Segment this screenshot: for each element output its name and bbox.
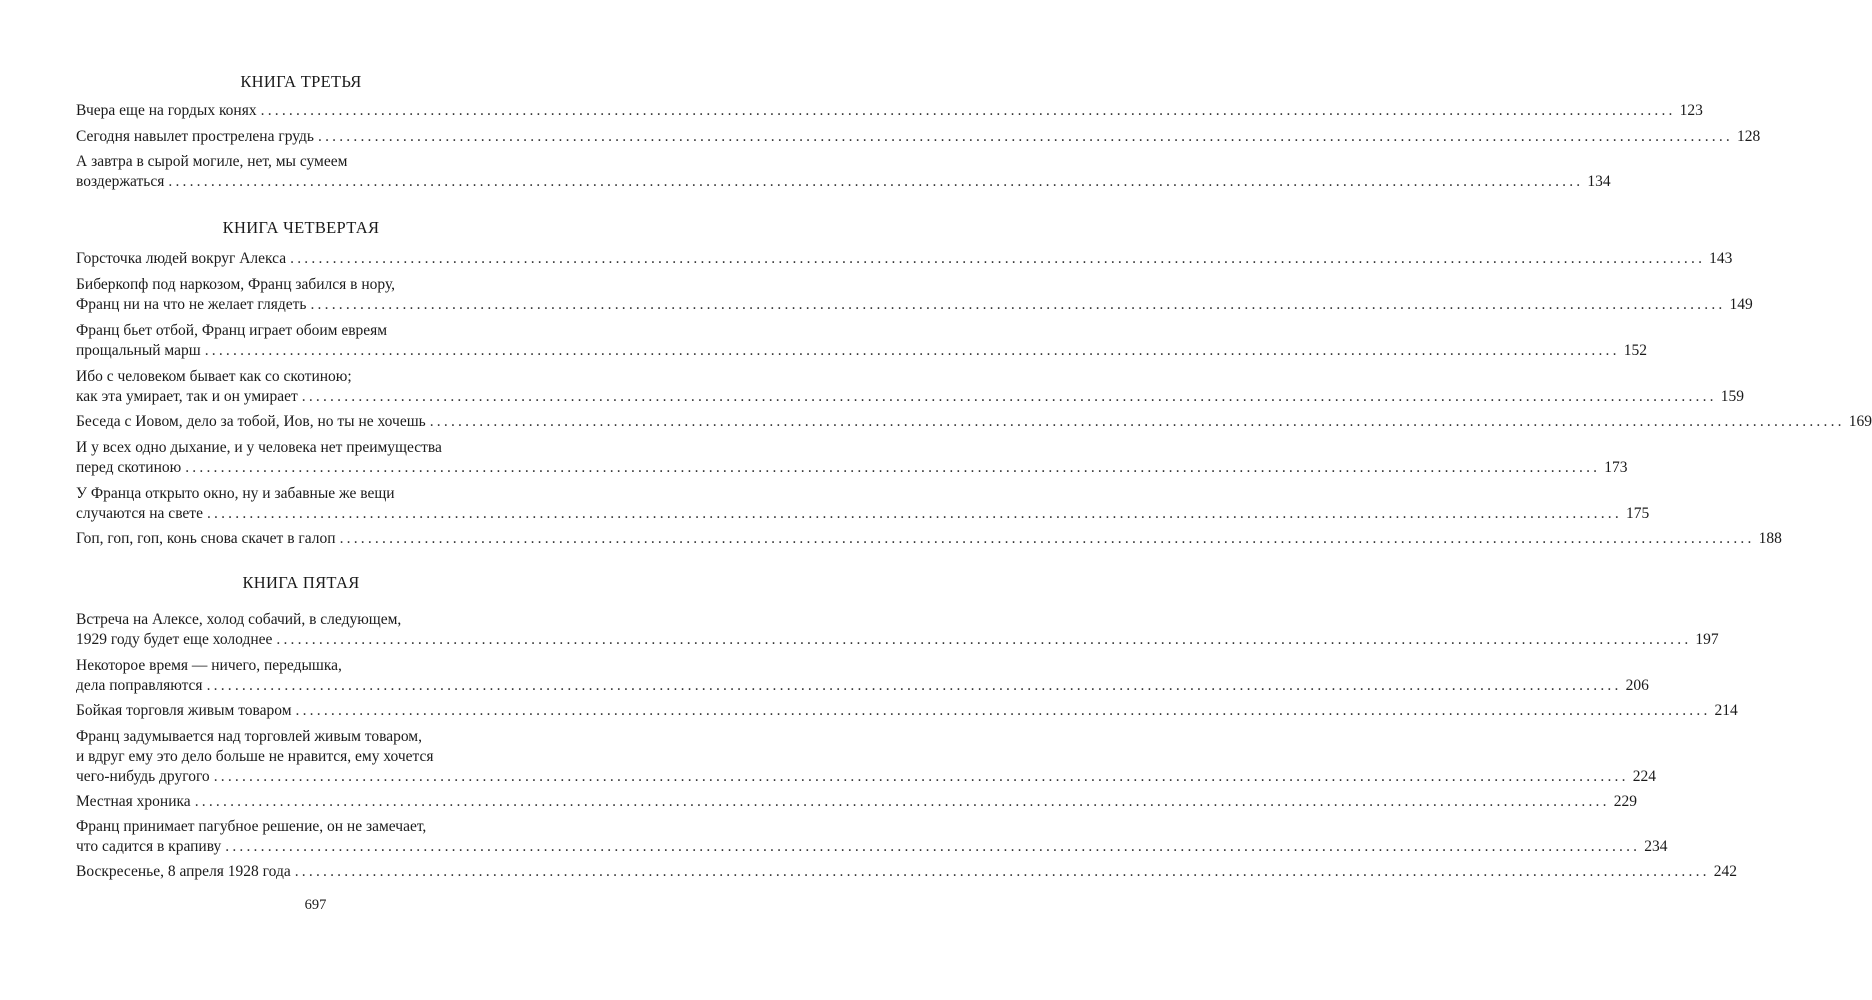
toc-entry [76,484,1650,524]
toc-entry [76,367,1744,407]
toc-entry-last-line [76,172,1611,192]
toc-entry-line: прощальный марш [76,342,201,359]
dot-leader: ........................................................................................................................................................................................................ [204,342,1620,359]
toc-entry-page: 242 [1713,863,1737,880]
toc-entry-line: воздержаться [76,173,165,190]
toc-entry-last-line [76,504,1650,524]
toc-entry-line: чего-нибудь другого [76,768,210,785]
toc-entry-line: А завтра в сырой могиле, нет, мы сумеем [76,153,348,170]
toc-entry-page: 128 [1737,128,1761,145]
toc-entry [76,610,1719,650]
toc-entry-line: Вчера еще на гордых конях [76,102,257,119]
toc-entry-last-line [76,341,1647,361]
dot-leader: ........................................................................................................................................................................................................ [276,631,1692,648]
dot-leader: ........................................................................................................................................................................................................ [213,768,1629,785]
dot-leader: ........................................................................................................................................................................................................ [301,388,1717,405]
toc-entry-line: Гоп, гоп, гоп, конь снова скачет в галоп [76,530,336,547]
toc-entry-last-line [76,630,1719,650]
dot-leader: ........................................................................................................................................................................................................ [339,530,1755,547]
dot-leader: ........................................................................................................................................................................................................ [225,838,1641,855]
toc-entry-line: и вдруг ему это дело больше не нравится, ему хочется [76,748,434,765]
toc-entry-page: 175 [1625,505,1650,522]
toc-entry-page: 229 [1613,793,1637,810]
toc-entry [76,101,1703,121]
toc-entry [76,529,1782,549]
toc-entry-line: Франц задумывается над торговлей живым товаром, [76,728,422,745]
toc-entry-line: дела поправляются [76,677,203,694]
toc-entry-last-line [76,458,1628,478]
dot-leader: ........................................................................................................................................................................................................ [295,702,1711,719]
toc-entry-line: Ибо с человеком бывает как со скотиною; [76,368,352,385]
toc-entry-last-line [76,249,1733,269]
page-number: 697 [304,897,327,913]
toc-entry-line: И у всех одно дыхание, и у человека нет преимущества [76,439,442,456]
toc-entry [76,412,1872,432]
toc-entry-page: 214 [1714,702,1738,719]
toc-entry-line: Франц бьет отбой, Франц играет обоим евреям [76,322,388,339]
dot-leader: ........................................................................................................................................................................................................ [194,793,1610,810]
toc-entry [76,152,1611,192]
dot-leader: ........................................................................................................................................................................................................ [185,459,1601,476]
toc-entry-page: 169 [1848,413,1872,430]
toc-entry-page: 224 [1632,768,1656,785]
toc-entry-last-line [76,767,1656,787]
dot-leader: ........................................................................................................................................................................................................ [290,250,1706,267]
toc-entry-last-line [76,529,1782,549]
toc-entry [76,321,1647,361]
toc-entry [76,249,1733,269]
toc-entry [76,792,1637,812]
toc-entry-last-line [76,837,1668,857]
toc-entry-page: 234 [1644,838,1668,855]
toc-entry [76,656,1649,696]
dot-leader: ........................................................................................................................................................................................................ [429,413,1845,430]
toc-entry-page: 188 [1758,530,1782,547]
toc-entry-last-line [76,676,1649,696]
toc-entry [76,817,1668,857]
toc-entry-line: Франц ни на что не желает глядеть [76,296,307,313]
toc-entry-line: У Франца открыто окно, ну и забавные же вещи [76,485,395,502]
toc-entry-line: перед скотиною [76,459,182,476]
toc-entry-page: 134 [1587,173,1611,190]
toc-entry-last-line [76,101,1703,121]
toc-entry-last-line [76,127,1761,147]
toc-entry-line: случаются на свете [76,505,203,522]
toc-entry-page: 123 [1679,102,1703,119]
toc-entry [76,275,1753,315]
toc-entry-line: Сегодня навылет прострелена грудь [76,128,314,145]
toc-entry-page: 149 [1729,296,1753,313]
toc-entry-line: Воскресенье, 8 апреля 1928 года [76,863,291,880]
toc-entry [76,727,1656,787]
toc-entry-page: 197 [1695,631,1719,648]
toc-entry-line: Встреча на Алексе, холод собачий, в следующем, [76,611,402,628]
toc-entry-line: Франц принимает пагубное решение, он не замечает, [76,818,427,835]
toc-entry-page: 143 [1709,250,1733,267]
dot-leader: ........................................................................................................................................................................................................ [206,677,1622,694]
toc-entry-last-line [76,412,1872,432]
toc-entry-page: 206 [1625,677,1649,694]
toc-entry-line: Беседа с Иовом, дело за тобой, Иов, но ты не хочешь [76,413,426,430]
toc-entry-last-line [76,387,1744,407]
dot-leader: ........................................................................................................................................................................................................ [206,505,1622,522]
toc-entry-last-line [76,792,1637,812]
toc-entry-page: 159 [1720,388,1744,405]
toc-entry [76,127,1761,147]
toc-entry-line: Горсточка людей вокруг Алекса [76,250,287,267]
toc-entry-line: Биберкопф под наркозом, Франц забился в нору, [76,276,396,293]
toc-entry-page: 173 [1604,459,1628,476]
toc-entry-last-line [76,295,1753,315]
dot-leader: ........................................................................................................................................................................................................ [168,173,1584,190]
toc-entry-line: как эта умирает, так и он умирает [76,388,298,405]
toc-entry-last-line [76,862,1737,882]
toc-entry-page: 152 [1623,342,1647,359]
section-title: КНИГА ПЯТАЯ [242,573,360,592]
toc-entry-line: Некоторое время — ничего, передышка, [76,657,342,674]
dot-leader: ........................................................................................................................................................................................................ [260,102,1676,119]
toc-entry-line: 1929 году будет еще холоднее [76,631,273,648]
dot-leader: ........................................................................................................................................................................................................ [318,128,1733,145]
section-title: КНИГА ЧЕТВЕРТАЯ [222,218,380,237]
toc-entry [76,862,1737,882]
toc-entry [76,438,1628,478]
dot-leader: ........................................................................................................................................................................................................ [294,863,1710,880]
toc-entry-line: что садится в крапиву [76,838,222,855]
toc-entry-line: Местная хроника [76,793,191,810]
toc-entry-line: Бойкая торговля живым товаром [76,702,292,719]
section-title: КНИГА ТРЕТЬЯ [240,72,362,91]
toc-entry [76,701,1738,721]
dot-leader: ........................................................................................................................................................................................................ [310,296,1726,313]
toc-entry-last-line [76,701,1738,721]
